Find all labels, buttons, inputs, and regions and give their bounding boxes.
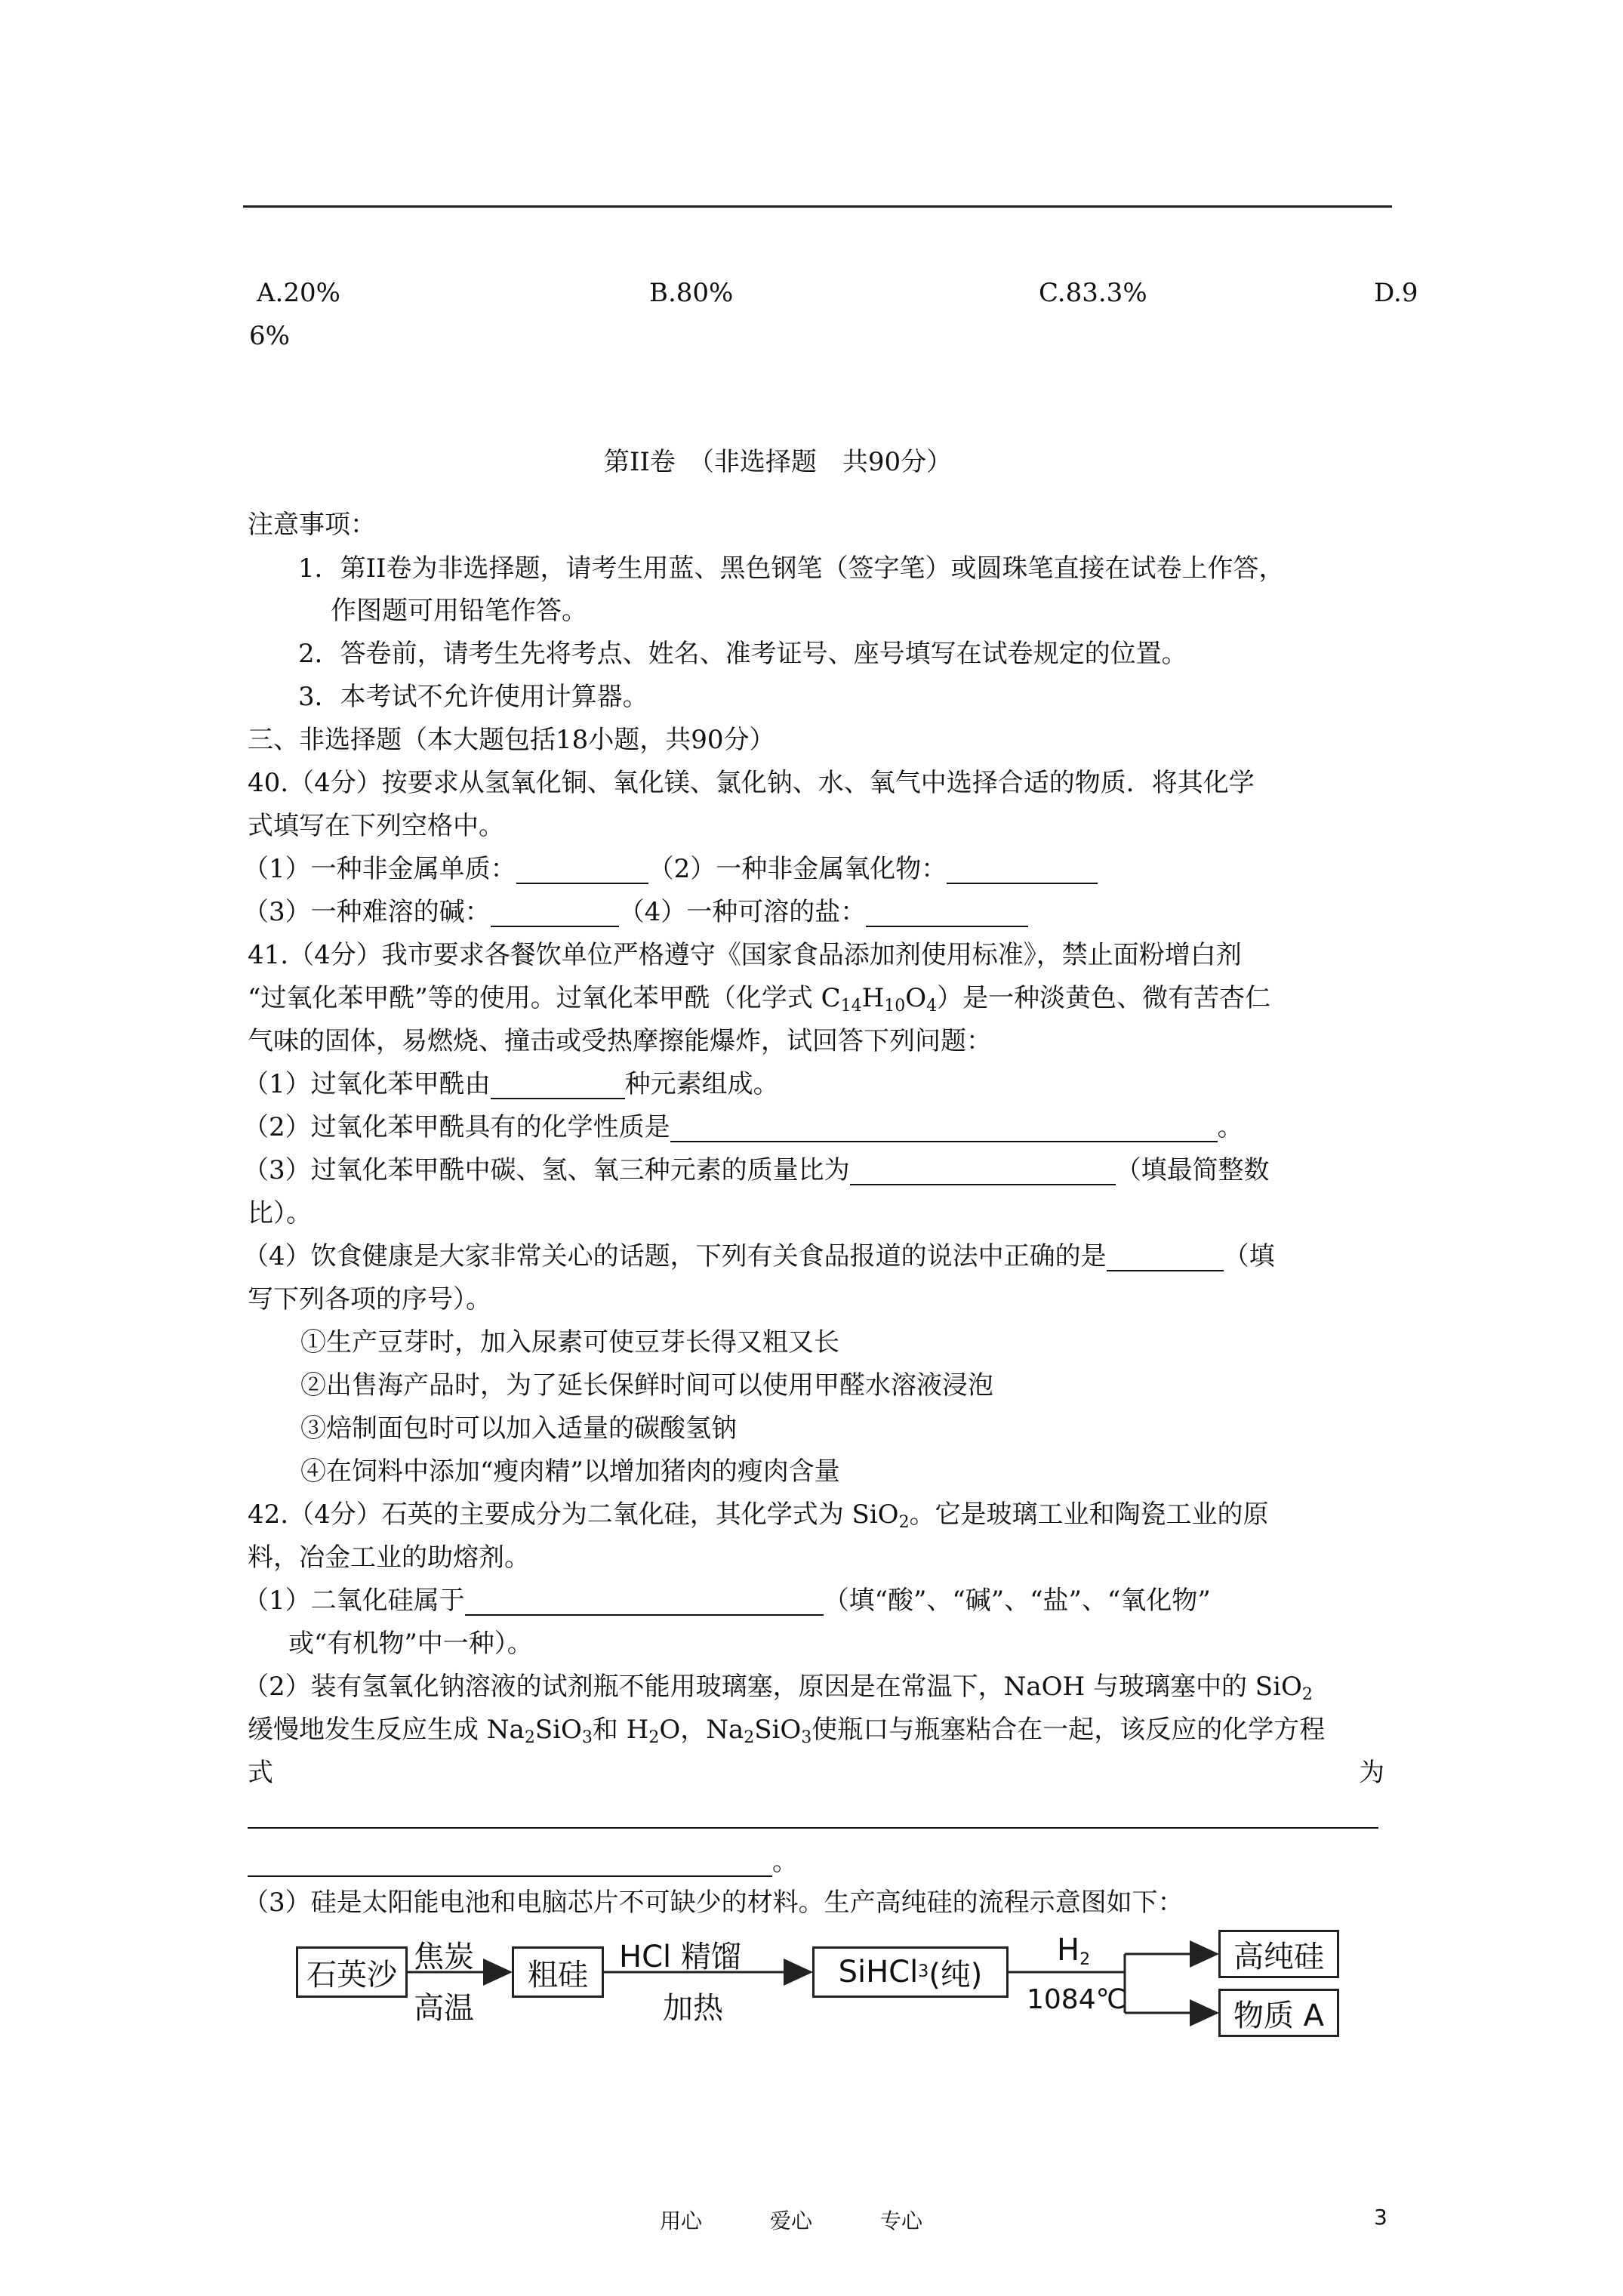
q41-sub-2-label: （2）过氧化苯甲酰具有的化学性质是 (243, 1112, 670, 1142)
q40-sub-3-label: （3）一种难溶的碱： (243, 897, 491, 927)
q40-sub-1-label: （1）一种非金属单质： (243, 854, 516, 884)
flow-arrow-1-top: 焦炭 (414, 1940, 474, 1974)
notice-item-2: 2．答卷前，请考生先将考点、姓名、准考证号、座号填写在试卷规定的位置。 (298, 639, 1187, 669)
notice-heading: 注意事项： (248, 510, 376, 540)
q42-line1-start: 42.（4分）石英的主要成分为二氧化硅，其化学式为 SiO (248, 1499, 899, 1530)
q41-option-3: ③焙制面包时可以加入适量的碳酸氢钠 (300, 1413, 737, 1444)
q41-line2-end: ）是一种淡黄色、微有苦杏仁 (937, 983, 1271, 1013)
formula-subscript: 2 (524, 1728, 535, 1747)
flow-h2-label: H (1057, 1933, 1080, 1968)
q40-sub-4-label: （4）一种可溶的盐： (618, 897, 867, 927)
q41-stem-line-3: 气味的固体，易燃烧、撞击或受热摩擦能爆炸，试回答下列问题： (248, 1026, 992, 1056)
flow-arrow-3-bottom: 1084℃ (1027, 1984, 1127, 2015)
formula-subscript: 2 (1301, 1685, 1313, 1704)
flow-box-quartz-sand: 石英沙 (296, 1946, 408, 1998)
q41-sub-4-label: （4）饮食健康是大家非常关心的话题，下列有关食品报道的说法中正确的是 (243, 1241, 1107, 1271)
q40-stem-line-2: 式填写在下列空格中。 (248, 811, 504, 841)
q42-sub-2-line1-text: （2）装有氢氧化钠溶液的试剂瓶不能用玻璃塞，原因是在常温下，NaOH 与玻璃塞中的 SiO (243, 1672, 1302, 1702)
q41-option-4: ④在饲料中添加“瘦肉精”以增加猪肉的瘦肉含量 (300, 1456, 840, 1487)
option-c: C.83.3% (1039, 278, 1147, 308)
q42-sub-1-tail: （填“酸”、“碱”、“盐”、“氧化物” (823, 1586, 1211, 1616)
flow-box-sihcl3-purity: (纯) (929, 1957, 983, 1992)
footer-motto-3: 专心 (880, 2208, 923, 2233)
q42-line1-end: 。它是玻璃工业和陶瓷工业的原 (909, 1499, 1269, 1530)
formula-subscript: 3 (581, 1728, 593, 1747)
q42-text: 使瓶口与瓶塞粘合在一起，该反应的化学方程 (812, 1715, 1326, 1745)
q41-option-1: ①生产豆芽时，加入尿素可使豆芽长得又粗又长 (300, 1327, 839, 1358)
formula-subscript: 14 (840, 997, 862, 1015)
q42-text: 和 H (592, 1715, 649, 1745)
formula-element-o: O (905, 983, 927, 1013)
option-a: A.20% (257, 278, 340, 308)
formula-subscript: 10 (884, 997, 906, 1015)
q40-stem-line-1: 40.（4分）按要求从氢氧化铜、氧化镁、氯化钠、水、氧气中选择合适的物质．将其化学 (248, 768, 1255, 798)
q40-sub-2-label: （2）一种非金属氧化物： (648, 854, 947, 884)
flow-box-high-purity-silicon: 高纯硅 (1218, 1930, 1339, 1978)
q41-sub-3-continued: 比）。 (248, 1198, 312, 1228)
flow-arrow-1-bottom: 高温 (414, 1991, 474, 2026)
q41-option-2: ②出售海产品时，为了延长保鲜时间可以使用甲醛水溶液浸泡 (300, 1370, 993, 1401)
formula-subscript: 2 (744, 1728, 755, 1747)
formula-subscript: 3 (801, 1728, 812, 1747)
flow-box-crude-silicon: 粗硅 (512, 1946, 604, 1998)
q42-sub-3: （3）硅是太阳能电池和电脑芯片不可缺少的材料。生产高纯硅的流程示意图如下： (243, 1888, 1184, 1918)
section-title: 第II卷 （非选择题 共90分） (604, 447, 953, 477)
flow-arrow-2-top: HCl 精馏 (619, 1940, 741, 1974)
q41-line2-start: “过氧化苯甲酰”等的使用。过氧化苯甲酰（化学式 C (248, 983, 841, 1013)
part-3-heading: 三、非选择题（本大题包括18小题，共90分） (248, 725, 775, 755)
flow-arrow-2-bottom: 加热 (663, 1991, 723, 2026)
flow-box-substance-a: 物质 A (1218, 1989, 1339, 2037)
formula-subscript: 2 (648, 1728, 660, 1747)
q41-stem-line-1: 41.（4分）我市要求各餐饮单位严格遵守《国家食品添加剂使用标准》，禁止面粉增白剂 (248, 940, 1242, 970)
formula-subscript: 2 (1079, 1950, 1091, 1969)
option-b: B.80% (649, 278, 734, 308)
formula-subscript: 4 (926, 997, 938, 1015)
flow-box-sihcl3-text: SiHCl (838, 1955, 919, 1989)
option-d: D.9 (1374, 278, 1418, 308)
q41-sub-3-label: （3）过氧化苯甲酰中碳、氢、氧三种元素的质量比为 (243, 1155, 850, 1185)
flow-box-sihcl3: SiHCl 3 (纯) (812, 1946, 1009, 1998)
formula-element-h: H (861, 983, 885, 1013)
option-d-continued: 6% (249, 321, 290, 351)
q42-text: SiO (534, 1715, 582, 1745)
q42-text: 缓慢地发生反应生成 Na (248, 1715, 525, 1745)
q42-sub-2-line-3-start: 式 (248, 1758, 273, 1788)
q41-sub-4-continued: 写下列各项的序号）。 (248, 1284, 491, 1314)
q41-sub-3-tail: （填最简整数 (1115, 1155, 1270, 1185)
formula-subscript: 2 (898, 1513, 910, 1532)
q42-text: O，Na (659, 1715, 744, 1745)
q41-sub-4-tail: （填 (1223, 1241, 1275, 1271)
q42-stem-line-2: 料，冶金工业的助熔剂。 (248, 1542, 530, 1573)
notice-item-3: 3．本考试不允许使用计算器。 (298, 682, 648, 712)
notice-item-1-continued: 作图题可用铅笔作答。 (331, 596, 587, 626)
q42-end-mark: 。 (772, 1847, 798, 1877)
footer-motto-2: 爱心 (770, 2208, 813, 2233)
q41-sub-2-tail: 。 (1217, 1112, 1243, 1142)
q42-sub-2-line-3-end: 为 (1359, 1758, 1384, 1788)
page-number: 3 (1374, 2205, 1387, 2230)
q42-text: SiO (754, 1715, 802, 1745)
q42-sub-1-label: （1）二氧化硅属于 (243, 1586, 465, 1616)
footer-motto-1: 用心 (660, 2208, 703, 2233)
q42-sub-1-continued: 或“有机物”中一种）。 (288, 1629, 533, 1659)
notice-item-1: 1．第II卷为非选择题，请考生用蓝、黑色钢笔（签字笔）或圆珠笔直接在试卷上作答， (298, 553, 1285, 584)
q41-sub-1-tail: 种元素组成。 (624, 1069, 779, 1099)
q41-sub-1-label: （1）过氧化苯甲酰由 (243, 1069, 491, 1099)
